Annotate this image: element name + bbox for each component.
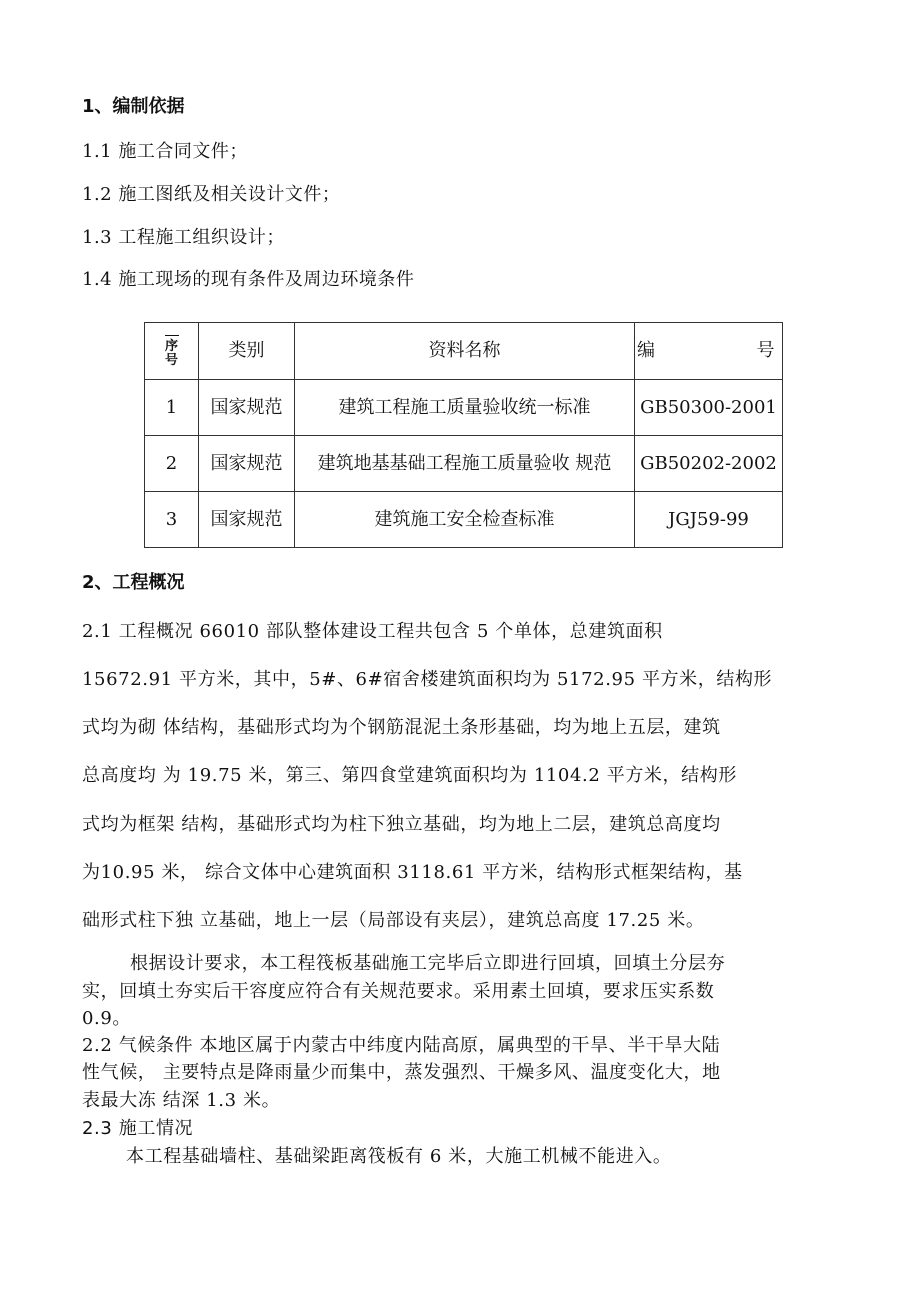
table-header-row [145,323,783,380]
climate-line: 表最大冻 结深 1.3 米。 [82,1090,281,1111]
climate-line: 2.2 气候条件 本地区属于内蒙古中纬度内陆高原，属典型的干旱、半干旱大陆 [82,1035,721,1056]
cell-code: JGJ59-99 [635,492,783,548]
climate-line: 性气候， 主要特点是降雨量少而集中，蒸发强烈、干燥多风、温度变化大，地 [82,1062,721,1083]
overview-line: 为10.95 米， 综合文体中心建筑面积 3118.61 平方米，结构形式框架结构，基 [82,862,743,883]
cell-seq: 3 [145,492,199,548]
cell-name: 建筑工程施工质量验收统一标准 [295,380,635,436]
cell-seq: 1 [145,380,199,436]
overview-line: 总高度均 为 19.75 米，第三、第四食堂建筑面积均为 1104.2 平方米，结构形 [82,765,737,786]
header-code-label: 编 号 [637,340,805,361]
construction-line: 本工程基础墙柱、基础梁距离筏板有 6 米，大施工机械不能进入。 [126,1146,672,1167]
construction-heading: 2.3 施工情况 [82,1118,194,1139]
overview-line: 2.1 工程概况 66010 部队整体建设工程共包含 5 个单体，总建筑面积 [82,621,663,642]
cell-category [199,380,295,436]
cell-category-text: 国家规范 [210,452,283,474]
section-heading-basis: 1、编制依据 [82,96,185,117]
cell-category [199,492,295,548]
overview-line: 15672.91 平方米，其中，5#、6#宿舍楼建筑面积均为 5172.95 平方米，结构形 [82,669,773,690]
cell-name [295,436,635,492]
cell-category-text: 国家规范 [210,508,283,530]
backfill-line: 根据设计要求，本工程筏板基础施工完毕后立即进行回填，回填土分层夯 [130,953,726,974]
basis-item: 1.2 施工图纸及相关设计文件； [82,184,341,205]
cell-code: GB50202-2002 [635,436,783,492]
cell-code: GB50300-2001 [635,380,783,436]
overview-line: 式均为砌 体结构，基础形式均为个钢筋混泥土条形基础，均为地上五层，建筑 [82,717,721,738]
overview-line: 础形式柱下独 立基础，地上一层（局部设有夹层），建筑总高度 17.25 米。 [82,910,705,931]
header-name: 资料名称 [295,323,635,380]
table-row [145,436,783,492]
reference-table [144,322,805,548]
basis-item: 1.1 施工合同文件； [82,141,248,162]
table-row [145,380,783,436]
backfill-line: 0.9。 [82,1008,132,1029]
cell-category-text: 国家规范 [210,396,283,418]
header-code [635,323,805,380]
header-category: 类别 [199,323,295,380]
basis-item: 1.4 施工现场的现有条件及周边环境条件 [82,269,415,290]
header-seq-label: 序号 [164,338,178,368]
overview-line: 式均为框架 结构，基础形式均为柱下独立基础，均为地上二层，建筑总高度均 [82,814,721,835]
cell-seq: 2 [145,436,199,492]
cell-name-text: 建筑地基基础工程施工质量验收 规范 [317,452,612,474]
header-seq [145,323,199,380]
cell-category [199,436,295,492]
cell-name: 建筑施工安全检查标准 [295,492,635,548]
section-heading-overview: 2、工程概况 [82,572,185,593]
backfill-line: 实，回填土夯实后干容度应符合有关规范要求。采用素土回填，要求压实系数 [82,981,715,1002]
basis-item: 1.3 工程施工组织设计； [82,227,285,248]
table-row [145,492,783,548]
